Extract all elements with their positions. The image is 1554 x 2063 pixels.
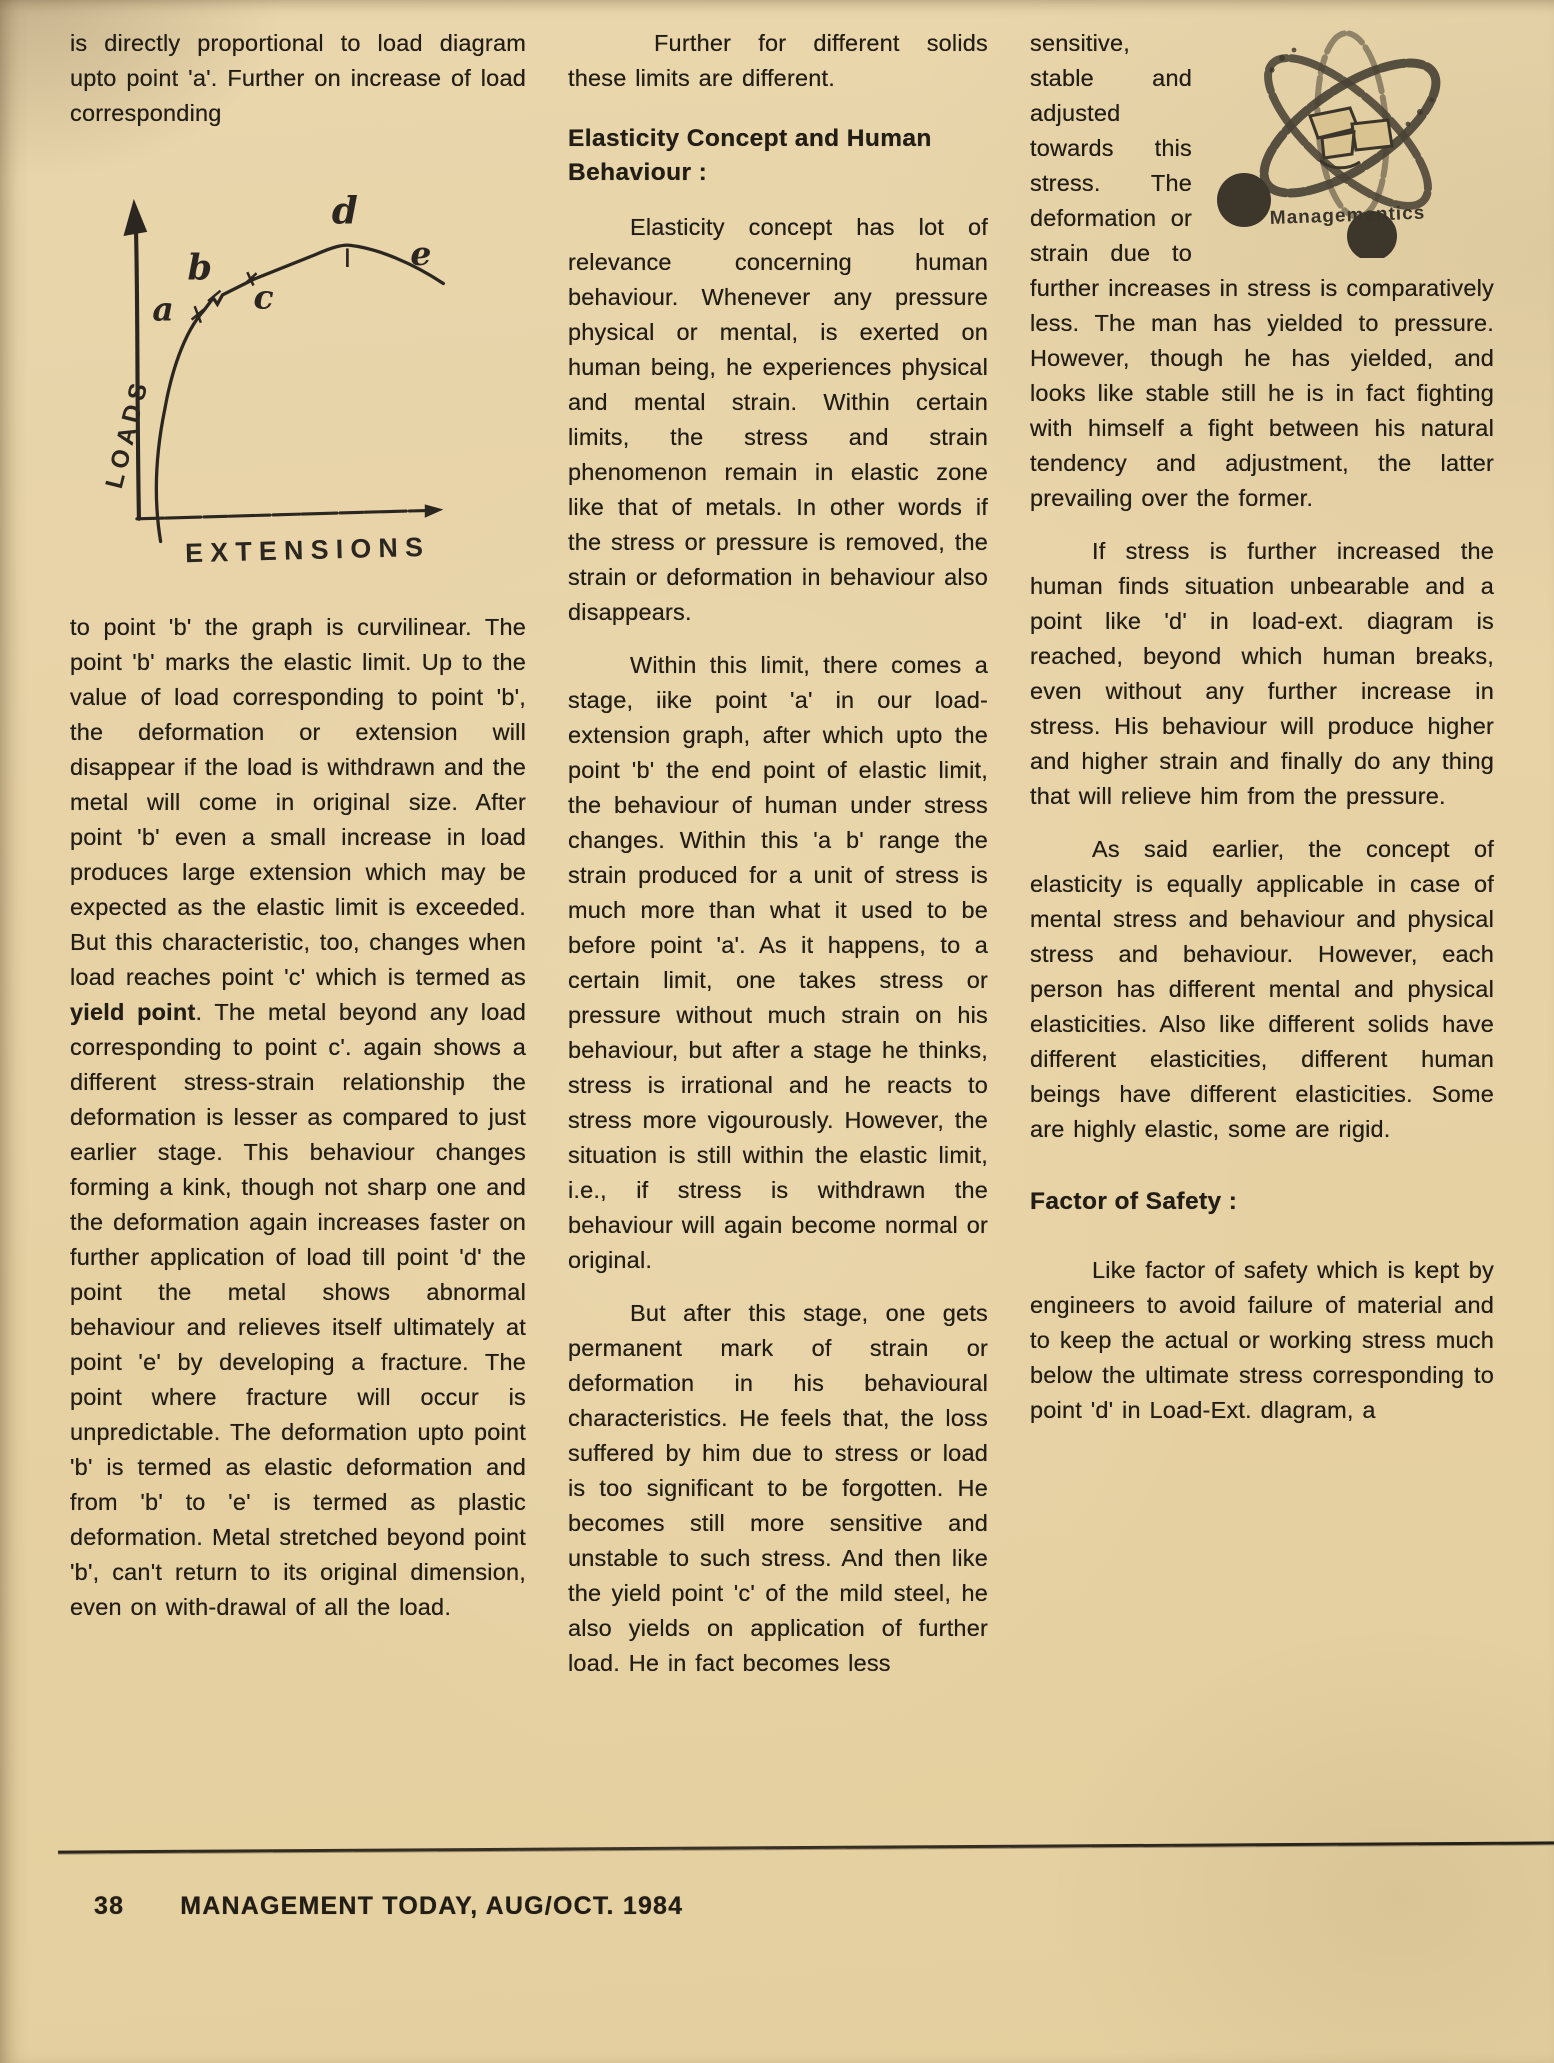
article-columns <box>70 26 1504 1826</box>
paragraph: Like factor of safety which is kept by engineers to avoid failure of material and to keep the actual or working stress much below the ultimate stress corresponding to point 'd' in Load-Ext. dlagram, a <box>1030 1257 1494 1423</box>
paragraph: Elasticity concept has lot of relevance concerning human behaviour. Whenever any pressure physical or mental, is exerted on human being, he experiences physical and mental strain. Within certain limits, the stress and strain phenomenon remain in elastic zone like that of metals. In other words if the stress or pressure is removed, the strain or deformation in behaviour also disappears. <box>568 214 988 625</box>
point-label-e: e <box>410 233 432 273</box>
y-axis-arrow-icon <box>123 199 147 236</box>
page-number: 38 <box>94 1892 125 1920</box>
y-axis-label: LOADS <box>101 375 155 492</box>
paragraph-text: . The metal beyond any load corresponding to point c'. again shows a different stress-strain relationship the deformation is lesser as compared to just earlier stage. This behaviour changes forming a kink, though not sharp one and the deformation again increases faster on further application of load till point 'd' the point the metal shows abnormal behaviour and relieves itself ultimately at point 'e' by developing a fracture. The point where fracture will occur is unpredictable. The deformation upto point 'b' is termed as elastic deformation and from 'b' to 'e' is termed as plastic deformation. Metal stretched beyond point 'b', can't return to its original dimension, even on with-drawal of all the load. <box>70 999 526 1620</box>
managementics-logo <box>1202 26 1502 258</box>
load-extension-graph-svg <box>76 149 464 579</box>
atom-logo-icon <box>1202 26 1502 258</box>
column-right <box>1030 26 1494 1826</box>
x-axis <box>137 511 427 519</box>
footer-rule <box>58 1841 1554 1853</box>
paragraph: Further for different solids these limits are different. <box>568 30 988 91</box>
paragraph: is directly proportional to load diagram upto point 'a'. Further on increase of load corresponding <box>70 30 526 126</box>
section-heading-elasticity: Elasticity Concept and Human Behaviour : <box>568 125 932 186</box>
load-extension-graph <box>76 149 526 584</box>
paragraph: As said earlier, the concept of elasticity is equally applicable in case of mental stress and behaviour and physical stress and behaviour. However, each person has different mental and physical elasticities. Also like different solids have different elasticities, different human beings have different elasticities. Some are highly elastic, some are rigid. <box>1030 836 1494 1142</box>
paragraph-text: to point 'b' the graph is curvilinear. The point 'b' marks the elastic limit. Up to the value of load corresponding to point 'b', the deformation or extension will disappear if the load is withdrawn and the metal will come in original size. After point 'b' even a small increase in load produces large extension which may be expected as the elastic limit is exceeded. But this characteristic, too, changes when load reaches point 'c' which is termed as <box>70 614 526 990</box>
point-label-d: d <box>331 188 358 233</box>
x-axis-label: EXTENSIONS <box>184 531 431 569</box>
point-label-b: b <box>187 247 212 289</box>
point-label-a: a <box>152 289 174 329</box>
y-axis <box>136 226 139 519</box>
journal-title: MANAGEMENT TODAY, AUG/OCT. 1984 <box>180 1892 684 1920</box>
paragraph: Within this limit, there comes a stage, iike point 'a' in our load-extension graph, after which upto the point 'b' the end point of elastic limit, the behaviour of human under stress changes. Within this 'a b' range the strain produced for a unit of stress is much more than what it used to be before point 'a'. As it happens, to a certain limit, one takes stress or pressure without much strain on his behaviour, but after a stage he thinks, stress is irrational and he reacts to stress more vigourously. However, the situation is still within the elastic limit, i.e., if stress is withdrawn the behaviour will again become normal or original. <box>568 652 988 1273</box>
paragraph: sensitive, stable and adjusted towards this stress. The deformation or strain due to further increases in stress is comparatively less. The man has yielded to pressure. However, though he has yielded, and looks like stable still he is in fact fighting with himself a fight between his natural tendency and adjustment, the latter prevailing over the former. <box>1030 30 1494 511</box>
section-heading-factor-of-safety: Factor of Safety : <box>1030 1188 1238 1215</box>
electron-icon <box>1217 173 1271 227</box>
paragraph: But after this stage, one gets permanent mark of strain or deformation in his behavioural characteristics. He feels that, the loss suffered by him due to stress or load is too significant to be forgotten. He becomes still more sensitive and unstable to such stress. And then like the yield point 'c' of the mild steel, he also yields on application of further load. He in fact becomes less <box>568 1300 988 1676</box>
point-label-c: c <box>253 277 274 317</box>
paragraph <box>70 610 526 1625</box>
curve <box>156 245 443 541</box>
column-middle <box>568 26 988 1826</box>
paragraph: If stress is further increased the human finds situation unbearable and a point like 'd' in load-ext. diagram is reached, beyond which human breaks, even without any further increase in stress. His behaviour will produce higher and higher strain and finally do any thing that will relieve him from the pressure. <box>1030 538 1494 809</box>
x-axis-arrow-icon <box>425 504 444 517</box>
footer <box>94 1892 683 1921</box>
logo-text: Managementics <box>1269 202 1426 229</box>
yield-point-emphasis: yield point <box>70 999 196 1025</box>
column-left <box>70 26 526 1826</box>
